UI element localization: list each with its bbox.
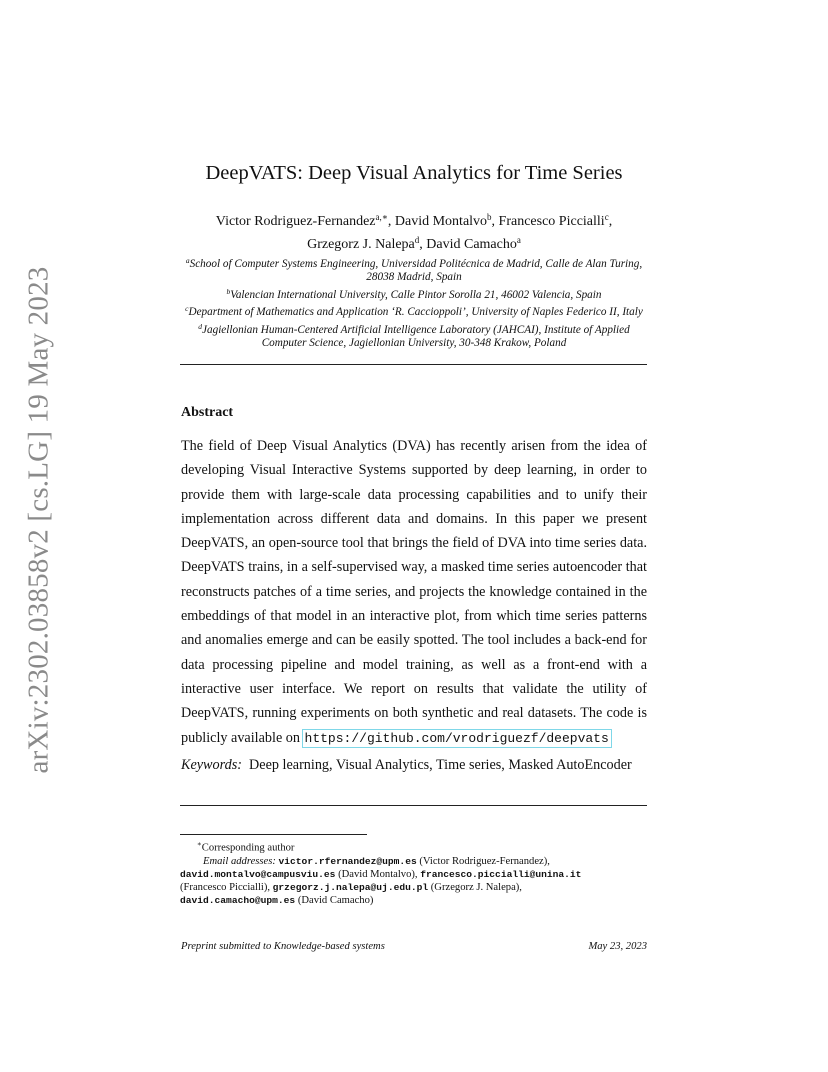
preprint-date: May 23, 2023 xyxy=(588,941,647,952)
email-address: francesco.piccialli@unina.it xyxy=(420,868,582,880)
keywords-text: Deep learning, Visual Analytics, Time series, Masked AutoEncoder xyxy=(249,757,632,773)
email-owner: (David Camacho) xyxy=(297,895,374,907)
email-owner: (Grzegorz J. Nalepa), xyxy=(430,882,522,894)
author: Francesco Piccialli xyxy=(498,214,605,229)
email-address: grzegorz.j.nalepa@uj.edu.pl xyxy=(272,882,429,894)
affiliation-mark: b xyxy=(226,286,231,296)
affiliation xyxy=(180,302,648,319)
keywords-label: Keywords: xyxy=(181,757,242,773)
footnote xyxy=(180,838,650,908)
affiliation xyxy=(180,285,648,302)
abstract-text: The field of Deep Visual Analytics (DVA) has recently arisen from the idea of developing Visual Interactive Systems supported by deep learning, in order to provide them with large-scale data processing capabilities and to unify their implementation across different data and domains. In this paper we present DeepVATS, an open-source tool that brings the field of DVA into time series data. DeepVATS trains, in a self-supervised way, a masked time series autoencoder that reconstructs patches of a time series, and projects the knowledge contained in the embeddings of that model in an interactive plot, from which time series patterns and anomalies emerge and can be easily spotted. The tool includes a back-end for data processing pipeline and model training, as well as a front-end with a interactive user interface. We report on results that validate the utility of DeepVATS, running experiments on both synthetic and real datasets. The code is publicly available on xyxy=(181,438,647,746)
email-address: david.montalvo@campusviu.es xyxy=(180,868,336,880)
email-list xyxy=(180,855,650,908)
email-label: Email addresses: xyxy=(203,855,276,867)
keywords xyxy=(181,753,647,777)
author: David Camacho xyxy=(426,237,517,252)
footnote-mark: ∗ xyxy=(197,840,202,848)
author-mark: a xyxy=(516,235,521,245)
arxiv-identifier: arXiv:2302.03858v2 [cs.LG] 19 May 2023 xyxy=(22,266,55,774)
affiliation-text: School of Computer Systems Engineering, Universidad Politécnica de Madrid, Calle de Alan Turing, 28038 Madrid, Spain xyxy=(189,258,643,284)
author-mark: d xyxy=(414,235,420,245)
affiliation-text: Jagiellonian Human-Centered Artificial Intelligence Laboratory (JAHCAI), Institute of Applied Computer Science, Jagiellonian University, 30-348 Krakow, Poland xyxy=(202,323,630,350)
author-mark: b xyxy=(487,212,492,222)
abstract-body xyxy=(181,434,647,751)
email-owner: (Francesco Piccialli), xyxy=(180,882,271,894)
author: David Montalvo xyxy=(394,214,488,229)
affiliation xyxy=(180,254,648,285)
github-link[interactable]: https://github.com/vrodriguezf/deepvats xyxy=(304,730,609,746)
affiliation-text: Department of Mathematics and Application ‘R. Caccioppoli’, University of Naples Federico II, Italy xyxy=(188,306,643,319)
author-mark: a,∗ xyxy=(375,212,388,222)
corresponding-note xyxy=(180,838,650,855)
corresponding-text: Corresponding author xyxy=(201,842,295,854)
affiliation-mark: d xyxy=(198,321,203,331)
abstract-heading: Abstract xyxy=(181,405,234,420)
paper-title: DeepVATS: Deep Visual Analytics for Time Series xyxy=(205,162,623,184)
author: Victor Rodriguez-Fernandez xyxy=(215,214,376,229)
affiliation-mark: a xyxy=(185,256,190,265)
email-owner: (Victor Rodriguez-Fernandez), xyxy=(419,855,550,867)
abstract-bottom-rule xyxy=(180,805,647,806)
email-address: victor.rfernandez@upm.es xyxy=(278,855,417,867)
abstract-top-rule xyxy=(180,364,647,365)
email-owner: (David Montalvo), xyxy=(338,868,418,880)
email-address: david.camacho@upm.es xyxy=(180,895,296,907)
affiliation-mark: c xyxy=(185,304,189,314)
author-mark: c xyxy=(604,212,609,222)
preprint-note: Preprint submitted to Knowledge-based systems xyxy=(181,941,385,952)
affiliation-text: Valencian International University, Calle Pintor Sorolla 21, 46002 Valencia, Spain xyxy=(230,288,602,301)
footnote-rule xyxy=(180,834,367,835)
affiliation-list xyxy=(180,254,648,350)
affiliation xyxy=(180,320,648,351)
arxiv-side-stamp xyxy=(19,266,59,774)
author-list: Victor Rodriguez-Fernandez$^{a,∗}$, David Montalvo$^b$, Francesco Piccialli$^c$, Grzegorz J. Nalepa$^d$, David Camacho$^a$ xyxy=(215,212,613,252)
author: Grzegorz J. Nalepa xyxy=(307,237,415,252)
